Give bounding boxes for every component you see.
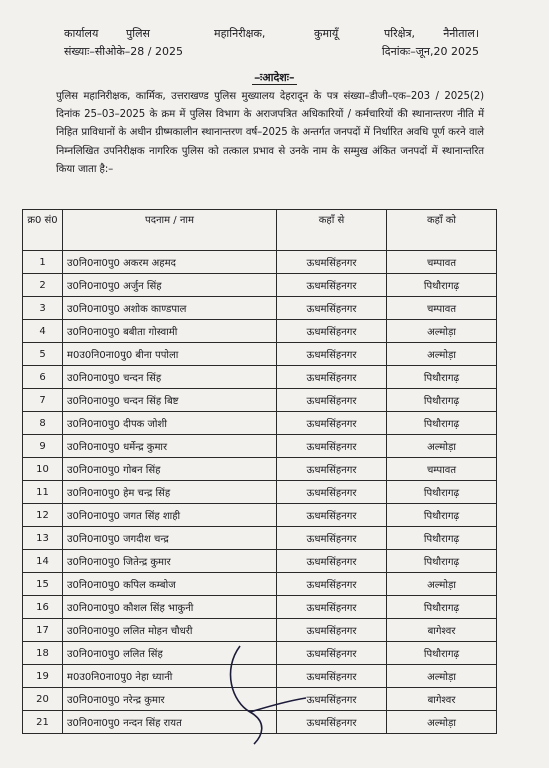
from-district-cell: ऊधमसिंहनगर [277, 458, 387, 481]
column-header-name: पदनाम / नाम [63, 210, 277, 251]
to-district-cell: पिथौरागढ़ [387, 366, 497, 389]
table-row [23, 389, 497, 412]
name-cell: उ0नि0ना0पु0 जितेन्द्र कुमार [63, 550, 277, 573]
serial-cell: 4 [23, 320, 63, 343]
serial-cell: 17 [23, 619, 63, 642]
column-header-to: कहाँ को [387, 210, 497, 251]
serial-cell: 2 [23, 274, 63, 297]
table-row [23, 527, 497, 550]
serial-cell: 5 [23, 343, 63, 366]
name-cell: उ0नि0ना0पु0 अकरम अहमद [63, 251, 277, 274]
to-district-cell: अल्मोड़ा [387, 711, 497, 734]
name-cell: उ0नि0ना0पु0 दीपक जोशी [63, 412, 277, 435]
table-row [23, 320, 497, 343]
name-cell: उ0नि0ना0पु0 अर्जुन सिंह [63, 274, 277, 297]
name-cell: उ0नि0ना0पु0 कौशल सिंह भाकुनी [63, 596, 277, 619]
from-district-cell: ऊधमसिंहनगर [277, 596, 387, 619]
table-row [23, 619, 497, 642]
from-district-cell: ऊधमसिंहनगर [277, 619, 387, 642]
name-cell: उ0नि0ना0पु0 कपिल कम्बोज [63, 573, 277, 596]
name-cell: उ0नि0ना0पु0 नरेन्द्र कुमार [63, 688, 277, 711]
to-district-cell: पिथौरागढ़ [387, 596, 497, 619]
name-cell: म0उ0नि0ना0पु0 बीना पपोला [63, 343, 277, 366]
from-district-cell: ऊधमसिंहनगर [277, 481, 387, 504]
from-district-cell: ऊधमसिंहनगर [277, 642, 387, 665]
table-row [23, 251, 497, 274]
police-label: पुलिस [126, 27, 150, 40]
column-header-from: कहाँ से [277, 210, 387, 251]
column-header-serial: क्र0 सं0 [23, 210, 63, 251]
serial-cell: 14 [23, 550, 63, 573]
to-district-cell: पिथौरागढ़ [387, 642, 497, 665]
from-district-cell: ऊधमसिंहनगर [277, 711, 387, 734]
to-district-cell: पिथौरागढ़ [387, 481, 497, 504]
table-row [23, 412, 497, 435]
name-cell: उ0नि0ना0पु0 जगदीश चन्द्र [63, 527, 277, 550]
to-district-cell: पिथौरागढ़ [387, 274, 497, 297]
name-cell: उ0नि0ना0पु0 अशोक काण्डपाल [63, 297, 277, 320]
name-cell: उ0नि0ना0पु0 ललित मोहन चौधरी [63, 619, 277, 642]
from-district-cell: ऊधमसिंहनगर [277, 366, 387, 389]
range-label: परिक्षेत्र, [384, 27, 416, 40]
table-row [23, 504, 497, 527]
from-district-cell: ऊधमसिंहनगर [277, 320, 387, 343]
serial-cell: 20 [23, 688, 63, 711]
table-row [23, 596, 497, 619]
office-label: कार्यालय [64, 27, 99, 40]
name-cell: उ0नि0ना0पु0 गोबन सिंह [63, 458, 277, 481]
serial-cell: 16 [23, 596, 63, 619]
serial-cell: 9 [23, 435, 63, 458]
nainital-label: नैनीताल। [443, 27, 479, 40]
table-row [23, 274, 497, 297]
from-district-cell: ऊधमसिंहनगर [277, 251, 387, 274]
to-district-cell: चम्पावत [387, 297, 497, 320]
table-row [23, 366, 497, 389]
table-row [23, 297, 497, 320]
kumaon-label: कुमायूँ [314, 27, 339, 40]
table-header-row [23, 210, 497, 251]
name-cell: म0उ0नि0ना0पु0 नेहा ध्यानी [63, 665, 277, 688]
from-district-cell: ऊधमसिंहनगर [277, 504, 387, 527]
table-row [23, 481, 497, 504]
order-date: दिनांकः–जून,20 2025 [381, 45, 479, 58]
to-district-cell: अल्मोड़ा [387, 665, 497, 688]
to-district-cell: अल्मोड़ा [387, 435, 497, 458]
serial-cell: 21 [23, 711, 63, 734]
table-row [23, 343, 497, 366]
to-district-cell: पिथौरागढ़ [387, 504, 497, 527]
from-district-cell: ऊधमसिंहनगर [277, 665, 387, 688]
serial-cell: 10 [23, 458, 63, 481]
serial-cell: 12 [23, 504, 63, 527]
to-district-cell: पिथौरागढ़ [387, 389, 497, 412]
serial-cell: 11 [23, 481, 63, 504]
serial-cell: 8 [23, 412, 63, 435]
order-heading [0, 70, 549, 85]
serial-cell: 1 [23, 251, 63, 274]
serial-cell: 7 [23, 389, 63, 412]
to-district-cell: अल्मोड़ा [387, 320, 497, 343]
name-cell: उ0नि0ना0पु0 बबीता गोस्वामी [63, 320, 277, 343]
to-district-cell: चम्पावत [387, 458, 497, 481]
table-row [23, 550, 497, 573]
order-title: –ःआदेशः– [254, 71, 295, 84]
serial-cell: 18 [23, 642, 63, 665]
from-district-cell: ऊधमसिंहनगर [277, 389, 387, 412]
reference-number: संख्याः–सीओके–28 / 2025 [64, 45, 183, 58]
serial-cell: 3 [23, 297, 63, 320]
serial-cell: 15 [23, 573, 63, 596]
from-district-cell: ऊधमसिंहनगर [277, 688, 387, 711]
to-district-cell: अल्मोड़ा [387, 343, 497, 366]
to-district-cell: बागेश्वर [387, 619, 497, 642]
from-district-cell: ऊधमसिंहनगर [277, 550, 387, 573]
to-district-cell: चम्पावत [387, 251, 497, 274]
from-district-cell: ऊधमसिंहनगर [277, 412, 387, 435]
name-cell: उ0नि0ना0पु0 जगत सिंह शाही [63, 504, 277, 527]
ig-label: महानिरीक्षक, [214, 27, 266, 40]
from-district-cell: ऊधमसिंहनगर [277, 297, 387, 320]
name-cell: उ0नि0ना0पु0 धर्मेन्द्र कुमार [63, 435, 277, 458]
order-body-text: पुलिस महानिरीक्षक, कार्मिक, उत्तराखण्ड पुलिस मुख्यालय देहरादून के पत्र संख्या–डीजी–एक–203 / 2025(2) दिनांक 25–03–2025 के क्रम में पुलिस विभाग के अराजपत्रित अधिकारियों / कर्मचारियों की स्थानान्तरण नीति में निहित प्राविधानों के अधीन ग्रीष्मकालीन स्थानान्तरण वर्ष–2025 के अन्तर्गत जनपदों में निर्धारित अवधि पूर्ण करने वाले निम्नलिखित उपनिरीक्षक नागरिक पुलिस को तत्काल प्रभाव से उनके नाम के सम्मुख अंकित जनपदों में स्थानान्तरित किया जाता है:– [56, 91, 484, 175]
to-district-cell: अल्मोड़ा [387, 573, 497, 596]
table-row [23, 458, 497, 481]
table-row [23, 435, 497, 458]
signature-mark [210, 640, 310, 750]
name-cell: उ0नि0ना0पु0 हेम चन्द्र सिंह [63, 481, 277, 504]
to-district-cell: बागेश्वर [387, 688, 497, 711]
from-district-cell: ऊधमसिंहनगर [277, 274, 387, 297]
serial-cell: 19 [23, 665, 63, 688]
from-district-cell: ऊधमसिंहनगर [277, 527, 387, 550]
serial-cell: 6 [23, 366, 63, 389]
from-district-cell: ऊधमसिंहनगर [277, 573, 387, 596]
name-cell: उ0नि0ना0पु0 चन्दन सिंह बिष्ट [63, 389, 277, 412]
to-district-cell: पिथौरागढ़ [387, 527, 497, 550]
name-cell: उ0नि0ना0पु0 चन्दन सिंह [63, 366, 277, 389]
name-cell: उ0नि0ना0पु0 ललित सिंह [63, 642, 277, 665]
from-district-cell: ऊधमसिंहनगर [277, 343, 387, 366]
from-district-cell: ऊधमसिंहनगर [277, 435, 387, 458]
serial-cell: 13 [23, 527, 63, 550]
to-district-cell: पिथौरागढ़ [387, 550, 497, 573]
to-district-cell: पिथौरागढ़ [387, 412, 497, 435]
name-cell: उ0नि0ना0पु0 नन्दन सिंह रायत [63, 711, 277, 734]
table-row [23, 573, 497, 596]
